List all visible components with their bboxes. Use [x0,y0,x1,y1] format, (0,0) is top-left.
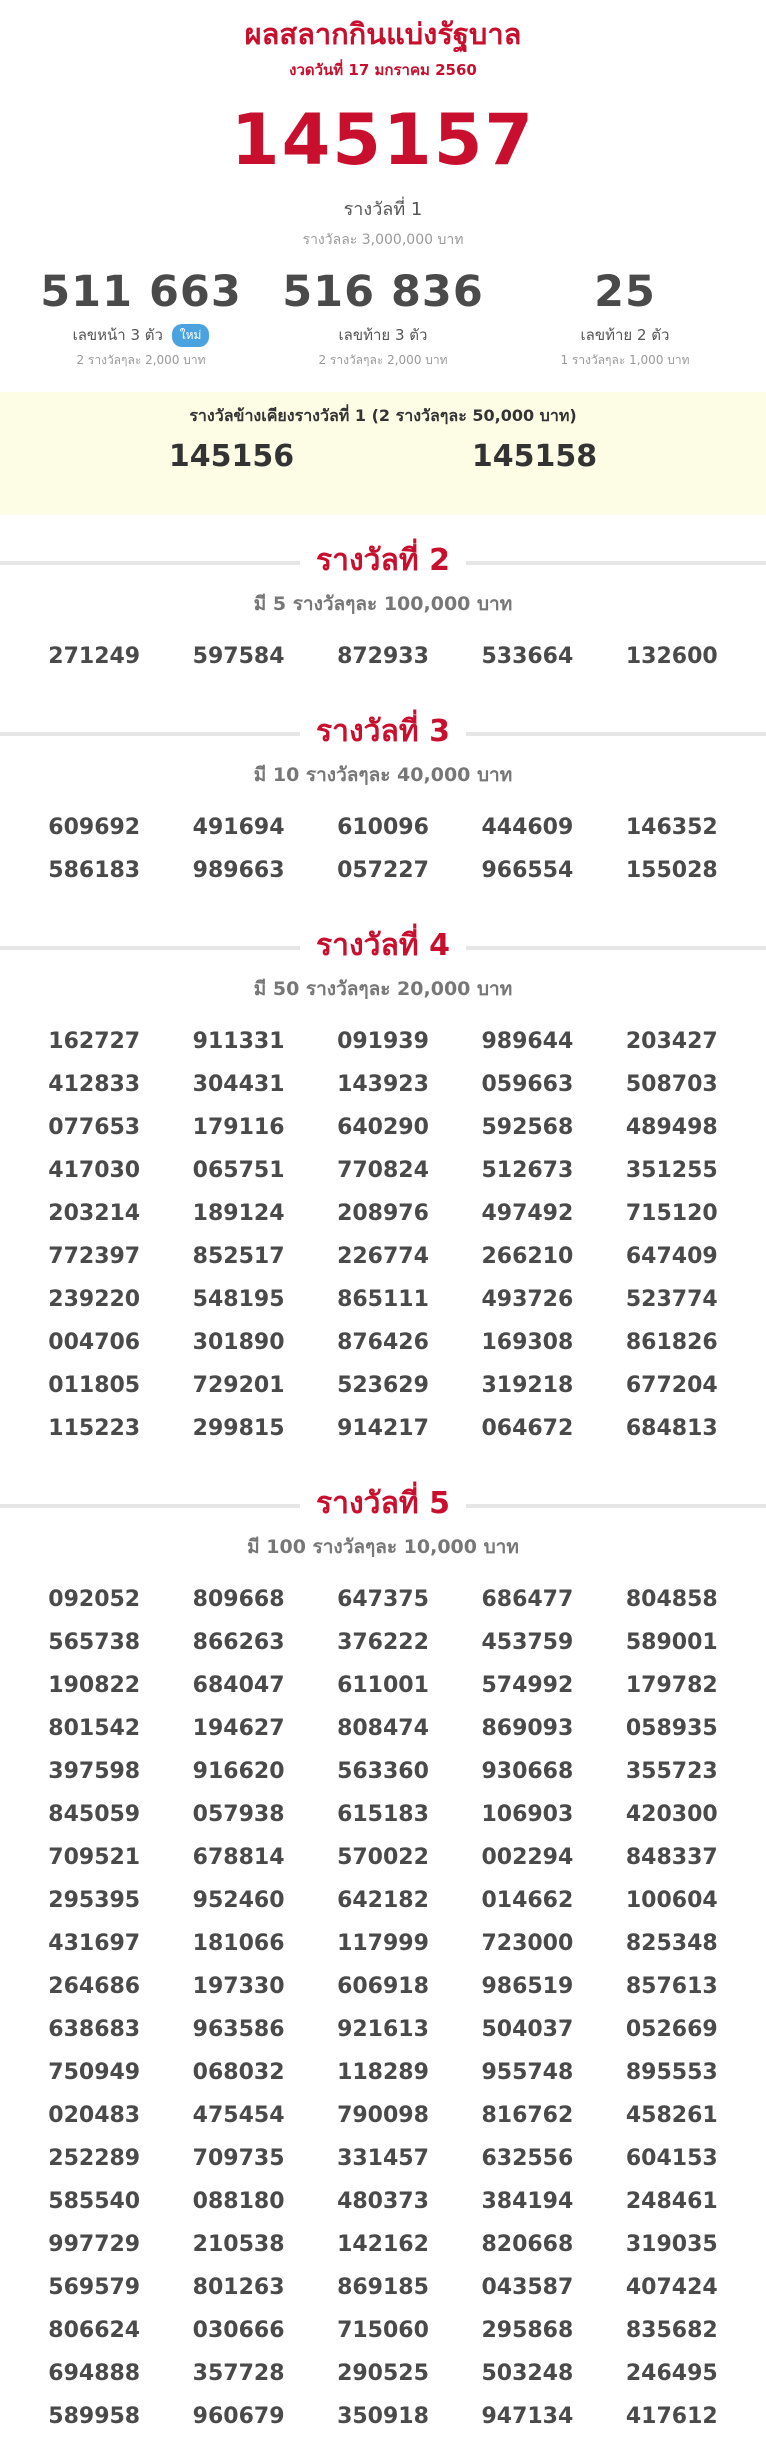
prize-number: 208976 [337,1201,429,1226]
last-3-label: เลขท้าย 3 ตัว [338,326,428,344]
prize-number: 057227 [337,858,429,883]
prize-number: 865111 [337,1287,429,1312]
prize-number: 458261 [625,2103,718,2128]
prize-number: 508703 [625,1072,718,1097]
prize-number: 162727 [48,1029,141,1054]
prize-number: 610096 [337,815,429,840]
last-2-label: เลขท้าย 2 ตัว [580,326,670,344]
section-subtitle: มี 50 รางวัลๆละ 20,000 บาท [253,978,513,1000]
prize-number: 030666 [192,2318,285,2343]
prize-section [0,535,766,678]
prize-number: 804858 [625,1587,718,1612]
section-title: รางวัลที่ 5 [300,1478,466,1530]
section-subtitle: มี 100 รางวัลๆละ 10,000 บาท [247,1536,519,1558]
front-3-label: เลขหน้า 3 ตัว [72,326,163,344]
prize-number: 115223 [48,1416,141,1441]
prize-number: 480373 [337,2189,429,2214]
prize-number: 189124 [192,1201,285,1226]
last-3-digits [268,265,498,370]
prize-number: 861826 [625,1330,718,1355]
new-badge: ใหม่ [172,324,210,347]
prize-number: 412833 [48,1072,141,1097]
prize-number: 729201 [192,1373,285,1398]
prize-number: 989644 [481,1029,574,1054]
prize-number: 750949 [48,2060,141,2085]
prize-number: 444609 [481,815,574,840]
prize-number: 989663 [192,858,285,883]
prize-number: 825348 [625,1931,718,1956]
prize-number: 057938 [192,1802,285,1827]
prize-number: 808474 [337,1716,429,1741]
prize-number: 064672 [481,1416,574,1441]
prize-number: 179782 [625,1673,718,1698]
prize-number: 252289 [48,2146,141,2171]
prize-number: 117999 [337,1931,429,1956]
prize-number: 866263 [192,1630,285,1655]
first-prize-label: รางวัลที่ 1 [343,199,423,220]
prize-number: 801542 [48,1716,141,1741]
prize-number: 604153 [625,2146,718,2171]
section-header [0,1478,766,1530]
section-title: รางวัลที่ 2 [300,535,466,587]
prize-number: 197330 [192,1974,285,1999]
prize-number: 770824 [337,1158,429,1183]
prize-number: 376222 [337,1630,429,1655]
prize-number: 512673 [481,1158,574,1183]
prize-number: 772397 [48,1244,141,1269]
prize-number: 295395 [48,1888,141,1913]
prize-number: 642182 [337,1888,429,1913]
prize-number: 806624 [48,2318,141,2343]
section-header [0,535,766,587]
section-subtitle: มี 10 รางวัลๆละ 40,000 บาท [253,764,513,786]
page-title: ผลสลากกินแบ่งรัฐบาล [244,17,522,51]
prize-number: 142162 [337,2232,429,2257]
draw-date: งวดวันที่ 17 มกราคม 2560 [289,61,477,79]
results-header [0,0,766,251]
prize-number: 611001 [337,1673,429,1698]
prize-number: 709735 [192,2146,285,2171]
prize-number: 146352 [625,815,718,840]
prize-number: 331457 [337,2146,429,2171]
prize-number: 058935 [625,1716,718,1741]
prize-number: 417612 [625,2404,718,2429]
prize-number: 597584 [192,644,285,669]
last-2-amount: 1 รางวัลๆละ 1,000 บาท [560,353,690,367]
prize-number: 548195 [192,1287,285,1312]
prize-number: 417030 [48,1158,141,1183]
prize-number: 857613 [625,1974,718,1999]
prize-number: 384194 [481,2189,574,2214]
prize-number: 997729 [48,2232,141,2257]
prize-number: 226774 [337,1244,429,1269]
prize-sections [0,535,766,2438]
front-3-number: 511 663 [40,267,242,317]
prize-number: 678814 [192,1845,285,1870]
prize-number: 523629 [337,1373,429,1398]
prize-number: 264686 [48,1974,141,1999]
prize-number: 816762 [481,2103,574,2128]
prize-number: 947134 [481,2404,574,2429]
last-3-number: 516 836 [282,267,484,317]
last-2-digits [510,265,740,370]
prize-number: 190822 [48,1673,141,1698]
prize-number: 895553 [625,2060,718,2085]
prize-number: 319218 [481,1373,574,1398]
prize-number: 684813 [625,1416,718,1441]
prize-number: 684047 [192,1673,285,1698]
prize-number: 589958 [48,2404,141,2429]
prize-number: 351255 [625,1158,718,1183]
nearby-prize-title: รางวัลข้างเคียงรางวัลที่ 1 (2 รางวัลๆละ 50,000 บาท) [189,406,577,425]
prize-number: 065751 [192,1158,285,1183]
prize-number: 523774 [625,1287,718,1312]
prize-number: 694888 [48,2361,141,2386]
prize-number: 118289 [337,2060,429,2085]
prize-number: 960679 [192,2404,285,2429]
prize-number: 304431 [192,1072,285,1097]
number-grid [0,1578,766,2438]
prize-number: 952460 [192,1888,285,1913]
prize-number: 002294 [481,1845,574,1870]
prize-number: 869093 [481,1716,574,1741]
prize-number: 574992 [481,1673,574,1698]
prize-number: 845059 [48,1802,141,1827]
prize-number: 088180 [192,2189,285,2214]
prize-number: 100604 [625,1888,718,1913]
last-2-number: 25 [594,267,656,317]
prize-number: 565738 [48,1630,141,1655]
prize-number: 809668 [192,1587,285,1612]
prize-number: 295868 [481,2318,574,2343]
section-subtitle: มี 5 รางวัลๆละ 100,000 บาท [253,593,513,615]
prize-number: 239220 [48,1287,141,1312]
nearby-number: 145158 [471,439,598,474]
prize-number: 203427 [625,1029,718,1054]
prize-number: 357728 [192,2361,285,2386]
prize-number: 020483 [48,2103,141,2128]
nearby-prize-box [0,392,766,515]
prize-number: 420300 [625,1802,718,1827]
prize-number: 686477 [481,1587,574,1612]
prize-number: 709521 [48,1845,141,1870]
prize-number: 504037 [481,2017,574,2042]
prize-number: 431697 [48,1931,141,1956]
prize-number: 586183 [48,858,141,883]
prize-number: 570022 [337,1845,429,1870]
prize-number: 091939 [337,1029,429,1054]
prize-number: 014662 [481,1888,574,1913]
prize-number: 911331 [192,1029,285,1054]
prize-number: 820668 [481,2232,574,2257]
prize-number: 092052 [48,1587,141,1612]
prize-number: 068032 [192,2060,285,2085]
front-3-amount: 2 รางวัลๆละ 2,000 บาท [76,353,206,367]
prize-number: 606918 [337,1974,429,1999]
prize-number: 052669 [625,2017,718,2042]
prize-number: 203214 [48,1201,141,1226]
prize-number: 921613 [337,2017,429,2042]
prize-number: 397598 [48,1759,141,1784]
prize-number: 609692 [48,815,141,840]
prize-number: 271249 [48,644,141,669]
first-prize-number: 145157 [230,99,536,181]
section-title: รางวัลที่ 4 [300,920,466,972]
prize-number: 723000 [481,1931,574,1956]
prize-number: 077653 [48,1115,141,1140]
prize-number: 246495 [625,2361,718,2386]
prize-section [0,1478,766,2438]
prize-section [0,706,766,892]
prize-number: 876426 [337,1330,429,1355]
prize-number: 194627 [192,1716,285,1741]
number-grid [0,806,766,892]
prize-number: 916620 [192,1759,285,1784]
prize-number: 004706 [48,1330,141,1355]
prize-number: 355723 [625,1759,718,1784]
prize-number: 493726 [481,1287,574,1312]
prize-number: 930668 [481,1759,574,1784]
prize-number: 569579 [48,2275,141,2300]
front-3-digits [26,265,256,370]
prize-number: 301890 [192,1330,285,1355]
prize-number: 248461 [625,2189,718,2214]
prize-number: 647375 [337,1587,429,1612]
prize-number: 143923 [337,1072,429,1097]
prize-number: 491694 [192,815,285,840]
prize-number: 955748 [481,2060,574,2085]
prize-number: 181066 [192,1931,285,1956]
prize-number: 914217 [337,1416,429,1441]
prize-number: 132600 [625,644,718,669]
prize-number: 489498 [625,1115,718,1140]
prize-number: 350918 [337,2404,429,2429]
prize-number: 497492 [481,1201,574,1226]
prize-number: 835682 [625,2318,718,2343]
section-header [0,920,766,972]
prize-number: 677204 [625,1373,718,1398]
prize-number: 592568 [481,1115,574,1140]
number-grid [0,635,766,678]
prize-number: 503248 [481,2361,574,2386]
prize-number: 647409 [625,1244,718,1269]
prize-number: 563360 [337,1759,429,1784]
prize-number: 179116 [192,1115,285,1140]
prize-number: 533664 [481,644,574,669]
prize-number: 848337 [625,1845,718,1870]
prize-number: 043587 [481,2275,574,2300]
prize-number: 715120 [625,1201,718,1226]
prize-number: 266210 [481,1244,574,1269]
first-prize-amount: รางวัลละ 3,000,000 บาท [302,232,464,248]
prize-number: 966554 [481,858,574,883]
prize-number: 299815 [192,1416,285,1441]
prize-number: 986519 [481,1974,574,1999]
prize-number: 872933 [337,644,429,669]
prize-number: 319035 [625,2232,718,2257]
number-grid [0,1020,766,1450]
prize-number: 475454 [192,2103,285,2128]
prize-number: 407424 [625,2275,718,2300]
prize-number: 801263 [192,2275,285,2300]
prize-number: 852517 [192,1244,285,1269]
prize-number: 585540 [48,2189,141,2214]
section-header [0,706,766,758]
small-prizes [0,265,766,370]
prize-number: 638683 [48,2017,141,2042]
section-title: รางวัลที่ 3 [300,706,466,758]
prize-number: 640290 [337,1115,429,1140]
prize-number: 169308 [481,1330,574,1355]
prize-number: 715060 [337,2318,429,2343]
prize-number: 011805 [48,1373,141,1398]
prize-section [0,920,766,1450]
prize-number: 106903 [481,1802,574,1827]
last-3-amount: 2 รางวัลๆละ 2,000 บาท [318,353,448,367]
prize-number: 210538 [192,2232,285,2257]
prize-number: 155028 [625,858,718,883]
prize-number: 453759 [481,1630,574,1655]
prize-number: 632556 [481,2146,574,2171]
prize-number: 790098 [337,2103,429,2128]
prize-number: 869185 [337,2275,429,2300]
nearby-number: 145156 [168,439,295,474]
prize-number: 615183 [337,1802,429,1827]
prize-number: 059663 [481,1072,574,1097]
prize-number: 963586 [192,2017,285,2042]
prize-number: 290525 [337,2361,429,2386]
prize-number: 589001 [625,1630,718,1655]
